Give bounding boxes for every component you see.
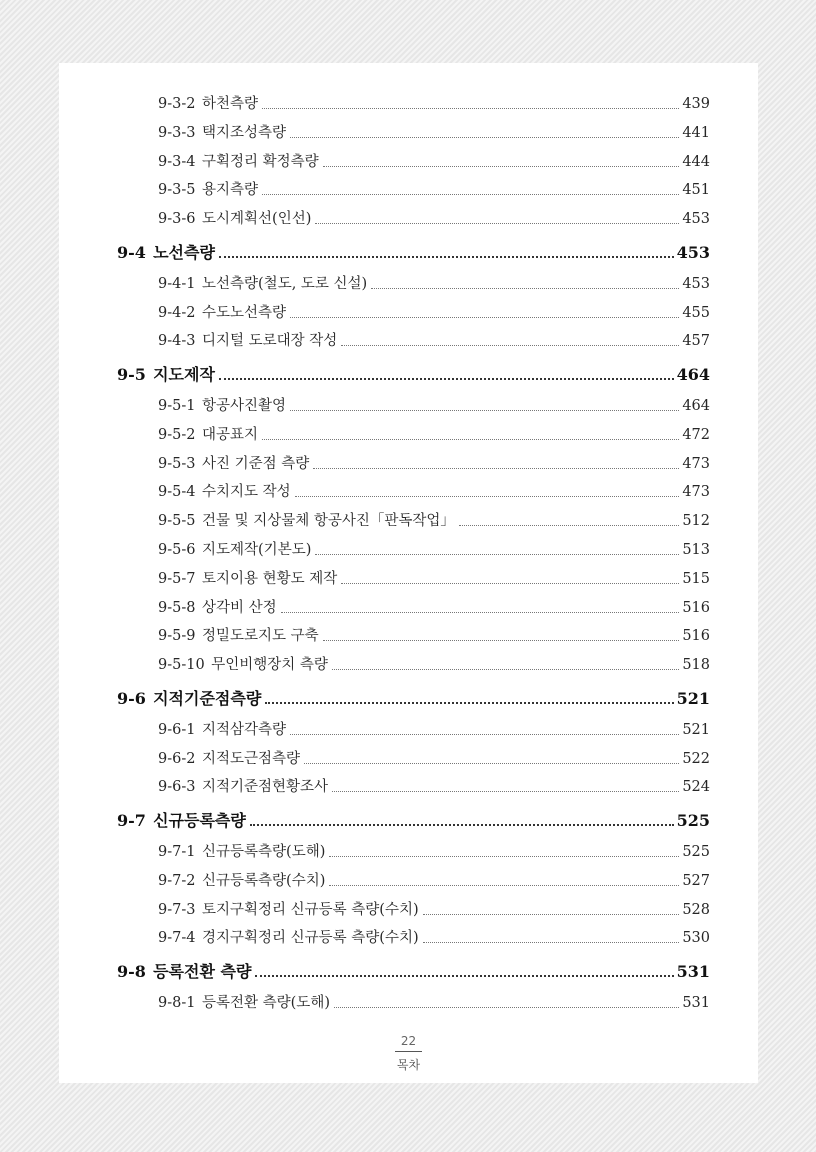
toc-entry-page-number: 472 [682, 426, 710, 443]
toc-entry-page-number: 455 [682, 304, 710, 321]
toc-subsection-entry[interactable] [158, 840, 710, 862]
toc-entry-page-number: 512 [682, 513, 710, 530]
toc-entry-page-number: 528 [682, 901, 710, 918]
toc-entry-page-number: 473 [682, 484, 710, 501]
toc-subsection-entry[interactable] [158, 207, 710, 229]
toc-section-entry[interactable] [117, 809, 710, 831]
toc-entry-page-number: 453 [682, 275, 710, 292]
toc-entry-number: 9-7 [117, 811, 146, 831]
toc-entry-title: 등록전환 측량 [153, 962, 252, 982]
toc-entry-number: 9-5-5 [158, 513, 196, 530]
toc-section-entry[interactable] [117, 363, 710, 385]
toc-entry-number: 9-7-3 [158, 901, 196, 918]
toc-entry-page-number: 515 [682, 570, 710, 587]
toc-entry-page-number: 464 [676, 365, 710, 385]
toc-entry-number: 9-5 [117, 365, 146, 385]
toc-subsection-entry[interactable] [158, 747, 710, 769]
toc-entry-page-number: 453 [682, 211, 710, 228]
toc-entry-page-number: 521 [676, 689, 710, 708]
toc-entry-page-number: 525 [682, 844, 710, 860]
toc-entry-title: 디지털 도로대장 작성 [202, 333, 338, 350]
toc-entry-number: 9-7-2 [158, 872, 196, 889]
toc-entry-page-number: 524 [682, 779, 710, 796]
toc-entry-title: 지적삼각측량 [202, 721, 287, 738]
toc-entry-number: 9-4 [117, 243, 146, 262]
dot-leader [332, 668, 679, 670]
toc-subsection-entry[interactable] [158, 150, 710, 172]
dot-leader [315, 222, 679, 224]
toc-entry-number: 9-5-4 [158, 484, 196, 501]
toc-entry-title: 대공표지 [202, 426, 259, 443]
page-footer [59, 1030, 758, 1073]
toc-entry-title: 노선측량 [153, 243, 215, 262]
toc-entry-title: 수치지도 작성 [202, 484, 291, 501]
toc-entry-title: 경지구획정리 신규등록 측량(수치) [202, 930, 419, 947]
dot-leader [290, 409, 679, 411]
toc-subsection-entry[interactable] [158, 329, 710, 351]
toc-entry-title: 지적기준점현황조사 [202, 779, 329, 796]
dot-leader [262, 107, 679, 109]
toc-subsection-entry[interactable] [158, 509, 710, 531]
dot-leader [281, 611, 680, 613]
toc-subsection-entry[interactable] [158, 898, 710, 920]
toc-entry-title: 등록전환 측량(도해) [202, 995, 330, 1011]
dot-leader [341, 582, 679, 584]
toc-entry-page-number: 453 [676, 243, 710, 262]
toc-entry-title: 항공사진촬영 [202, 398, 287, 414]
dot-leader [329, 855, 679, 857]
toc-entry-number: 9-5-10 [158, 657, 205, 674]
toc-entry-title: 사진 기준점 측량 [202, 455, 310, 472]
toc-entry-title: 건물 및 지상물체 항공사진「판독작업」 [202, 513, 455, 530]
toc-entry-number: 9-5-3 [158, 455, 196, 472]
toc-subsection-entry[interactable] [158, 718, 710, 740]
toc-subsection-entry[interactable] [158, 775, 710, 797]
dot-leader [329, 884, 679, 886]
document-page [59, 63, 758, 1083]
toc-entry-number: 9-5-1 [158, 398, 196, 414]
toc-entry-title: 하천측량 [202, 96, 259, 112]
toc-entry-title: 신규등록측량(도해) [202, 844, 326, 860]
toc-entry-title: 상각비 산정 [202, 599, 277, 616]
dot-leader [323, 165, 680, 167]
toc-subsection-entry[interactable] [158, 394, 710, 416]
toc-entry-page-number: 464 [682, 398, 710, 414]
toc-entry-number: 9-5-2 [158, 426, 196, 443]
toc-subsection-entry[interactable] [158, 596, 710, 618]
toc-entry-title: 지적기준점측량 [153, 689, 262, 708]
toc-entry-page-number: 531 [676, 962, 710, 982]
toc-subsection-entry[interactable] [158, 926, 710, 948]
toc-entry-page-number: 521 [682, 721, 710, 738]
toc-entry-title: 노선측량(철도, 도로 신설) [202, 275, 368, 292]
toc-section-entry[interactable] [117, 241, 710, 263]
toc-entry-number: 9-3-6 [158, 211, 196, 228]
toc-entry-page-number: 451 [682, 182, 710, 199]
toc-entry-title: 정밀도로지도 구축 [202, 628, 319, 645]
dot-leader [313, 467, 679, 469]
toc-entry-number: 9-6-3 [158, 779, 196, 796]
dot-leader [290, 316, 679, 318]
toc-entry-page-number: 444 [682, 153, 710, 170]
toc-entry-title: 신규등록측량(수치) [202, 872, 326, 889]
toc-entry-title: 무인비행장치 측량 [211, 657, 328, 674]
toc-entry-title: 지도제작(기본도) [202, 542, 312, 558]
toc-entry-page-number: 439 [682, 96, 710, 112]
toc-entry-title: 용지측량 [202, 182, 259, 199]
page-number: 22 [395, 1034, 422, 1052]
toc-entry-number: 9-8-1 [158, 995, 196, 1011]
toc-entry-page-number: 441 [682, 124, 710, 141]
dot-leader [265, 701, 673, 704]
toc-subsection-entry[interactable] [158, 567, 710, 589]
dot-leader [262, 193, 679, 195]
toc-entry-number: 9-4-3 [158, 333, 196, 350]
toc-entry-number: 9-5-7 [158, 570, 196, 587]
dot-leader [250, 823, 674, 826]
toc-entry-page-number: 516 [682, 599, 710, 616]
toc-entry-title: 택지조성측량 [202, 124, 287, 141]
toc-entry-title: 신규등록측량 [153, 811, 246, 831]
toc-entry-page-number: 530 [682, 930, 710, 947]
toc-subsection-entry[interactable] [158, 272, 710, 294]
toc-entry-page-number: 531 [682, 995, 710, 1011]
dot-leader [315, 553, 679, 555]
toc-entry-number: 9-4-1 [158, 275, 196, 292]
toc-entry-title: 토지이용 현황도 제작 [202, 570, 338, 587]
toc-section-entry[interactable] [117, 687, 710, 709]
toc-entry-page-number: 527 [682, 872, 710, 889]
toc-entry-page-number: 516 [682, 628, 710, 645]
toc-entry-number: 9-6 [117, 689, 146, 708]
toc-subsection-entry[interactable] [158, 538, 710, 560]
toc-section-entry[interactable] [117, 960, 710, 982]
dot-leader [219, 377, 674, 380]
toc-entry-number: 9-6-2 [158, 750, 196, 767]
toc-entry-number: 9-3-2 [158, 96, 196, 112]
toc-subsection-entry[interactable] [158, 92, 710, 114]
dot-leader [262, 438, 679, 440]
toc-subsection-entry[interactable] [158, 423, 710, 445]
toc-subsection-entry[interactable] [158, 653, 710, 675]
toc-entry-page-number: 525 [676, 811, 710, 831]
dot-leader [295, 495, 680, 497]
dot-leader [304, 762, 679, 764]
toc-entry-number: 9-7-4 [158, 930, 196, 947]
dot-leader [332, 790, 679, 792]
toc-subsection-entry[interactable] [158, 624, 710, 646]
toc-entry-page-number: 457 [682, 333, 710, 350]
dot-leader [423, 941, 680, 943]
dot-leader [459, 524, 679, 526]
dot-leader [341, 344, 679, 346]
dot-leader [323, 639, 680, 641]
toc-entry-page-number: 513 [682, 542, 710, 558]
toc-subsection-entry[interactable] [158, 301, 710, 323]
toc-entry-number: 9-4-2 [158, 304, 196, 321]
dot-leader [219, 255, 674, 258]
toc-entry-title: 지적도근점측량 [202, 750, 301, 767]
toc-entry-number: 9-5-8 [158, 599, 196, 616]
toc-entry-number: 9-5-9 [158, 628, 196, 645]
dot-leader [423, 913, 680, 915]
toc-entry-page-number: 522 [682, 750, 710, 767]
toc-entry-title: 토지구획정리 신규등록 측량(수치) [202, 901, 419, 918]
footer-label: 목차 [396, 1058, 421, 1072]
toc-entry-page-number: 473 [682, 455, 710, 472]
toc-entry-number: 9-5-6 [158, 542, 196, 558]
toc-entry-title: 지도제작 [153, 365, 215, 385]
toc-subsection-entry[interactable] [158, 991, 710, 1013]
toc-subsection-entry[interactable] [158, 178, 710, 200]
toc-entry-number: 9-6-1 [158, 721, 196, 738]
toc-subsection-entry[interactable] [158, 480, 710, 502]
toc-entry-number: 9-3-5 [158, 182, 196, 199]
dot-leader [255, 974, 673, 977]
toc-subsection-entry[interactable] [158, 869, 710, 891]
dot-leader [290, 733, 679, 735]
toc-entry-number: 9-3-4 [158, 153, 196, 170]
toc-entry-number: 9-8 [117, 962, 146, 982]
dot-leader [290, 136, 679, 138]
toc-entry-title: 구획정리 확정측량 [202, 153, 319, 170]
toc-subsection-entry[interactable] [158, 121, 710, 143]
toc-entry-page-number: 518 [682, 657, 710, 674]
toc-entry-number: 9-7-1 [158, 844, 196, 860]
toc-entry-title: 수도노선측량 [202, 304, 287, 321]
toc-subsection-entry[interactable] [158, 452, 710, 474]
toc-entry-number: 9-3-3 [158, 124, 196, 141]
toc-entry-title: 도시계획선(인선) [202, 211, 312, 228]
dot-leader [371, 287, 679, 289]
dot-leader [334, 1006, 679, 1008]
